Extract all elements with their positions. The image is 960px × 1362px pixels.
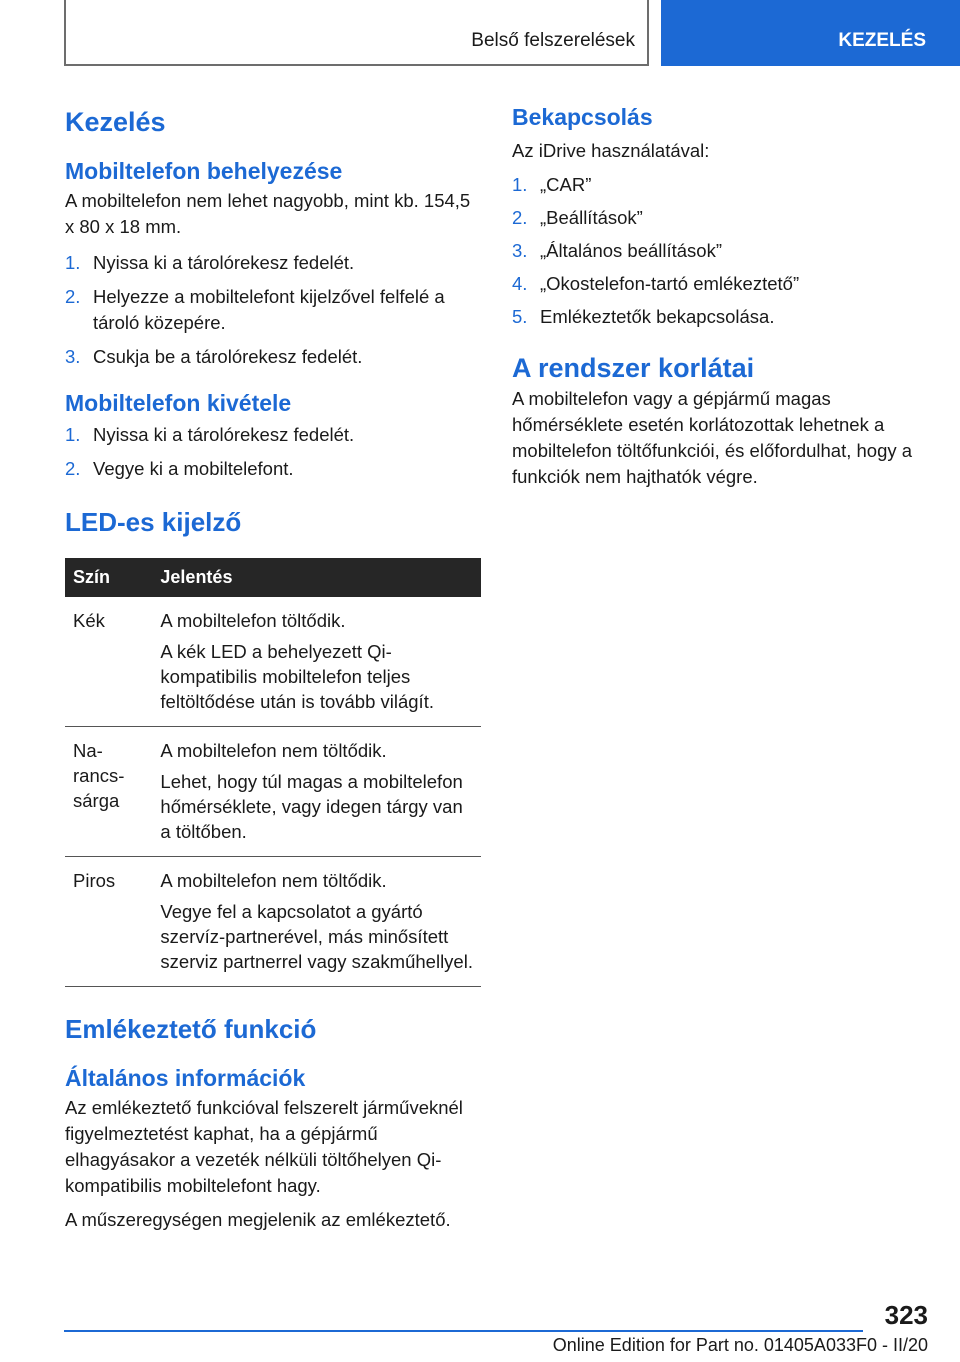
paragraph-idrive: Az iDrive használatával: (512, 140, 710, 161)
heading-korlatai: A rendszer korlátai (512, 353, 755, 383)
led-meaning-table (65, 558, 481, 987)
page-number: 323 (884, 1300, 928, 1330)
heading-kezeles: Kezelés (65, 107, 166, 137)
table-cell-color: Kék (65, 597, 152, 727)
table-cell-meaning: A mobiltelefon nem töltődik. Lehet, hogy túl magas a mobiltelefon hőmérséklete, vagy idegen tárgy van a töltőben. (152, 727, 481, 857)
paragraph-size-limit: A mobiltelefon nem lehet nagyobb, mint kb. 154,5 x 80 x 18 mm. (65, 190, 471, 237)
table-row (65, 727, 481, 857)
heading-led: LED-es kijelző (65, 507, 242, 537)
heading-kivetel: Mobiltelefon kivétele (65, 390, 292, 416)
list-item: 2. Helyezze a mobiltelefont kijelzővel felfelé a tároló közepére. (65, 286, 445, 333)
paragraph-reminder-info: Az emlékeztető funkcióval felszerelt járműveknél figyelmeztetést kaphat, ha a gépjármű elhagyásakor a vezeték nélküli töltőhelyen Qi-kompatibilis mobiltelefont hagy. (65, 1097, 463, 1196)
header-section-title: Belső felszerelések (471, 30, 635, 51)
table-cell-meaning: A mobiltelefon nem töltődik. Vegye fel a kapcsolatot a gyártó szervíz-partnerével, más minősített szerviz partnerrel vagy szakműhellyel. (152, 857, 481, 987)
table-cell-meaning: A mobiltelefon töltődik. A kék LED a behelyezett Qi-kompatibilis mobiltelefon teljes feltöltődése után is tovább világít. (152, 597, 481, 727)
header-section-box (64, 0, 649, 66)
list-item: 3. „Általános beállítások” (512, 240, 723, 261)
heading-emlekezteto: Emlékeztető funkció (65, 1014, 317, 1044)
remove-steps-list (65, 422, 481, 482)
activation-steps-list (512, 172, 922, 330)
paragraph-limitations: A mobiltelefon vagy a gépjármű magas hőmérséklete esetén korlátozottak lehetnek a mobiltelefon töltőfunkciói, és előfordulhat, hogy a funkciók nem hajthatók végre. (512, 388, 913, 487)
list-item: 1. „CAR” (512, 174, 592, 195)
table-cell-color: Na-rancs-sárga (65, 727, 152, 857)
table-header-row (65, 558, 481, 597)
list-item: 3. Csukja be a tárolórekesz fedelét. (65, 346, 363, 367)
insert-steps-list (65, 250, 481, 370)
list-item: 1. Nyissa ki a tárolórekesz fedelét. (65, 252, 355, 273)
right-column (512, 100, 922, 490)
header-chapter-tab (661, 0, 960, 66)
list-item: 1. Nyissa ki a tárolórekesz fedelét. (65, 424, 355, 445)
list-item: 5. Emlékeztetők bekapcsolása. (512, 306, 775, 327)
heading-altalanos: Általános információk (65, 1065, 306, 1091)
footer-divider (64, 1330, 863, 1332)
header-chapter-title: KEZELÉS (838, 30, 926, 51)
table-row (65, 857, 481, 987)
table-header-meaning: Jelentés (152, 558, 481, 597)
left-column (65, 100, 481, 1233)
list-item: 4. „Okostelefon-tartó emlékeztető” (512, 273, 800, 294)
list-item: 2. „Beállítások” (512, 207, 643, 228)
list-item: 2. Vegye ki a mobiltelefont. (65, 458, 294, 479)
table-row (65, 597, 481, 727)
table-cell-color: Piros (65, 857, 152, 987)
heading-behelyezes: Mobiltelefon behelyezése (65, 158, 343, 184)
footer-edition: Online Edition for Part no. 01405A033F0 - II/20 (552, 1335, 928, 1355)
paragraph-reminder-display: A műszeregységen megjelenik az emlékeztető. (65, 1209, 451, 1230)
heading-bekapcsolas: Bekapcsolás (512, 104, 653, 130)
table-header-color: Szín (65, 558, 152, 597)
